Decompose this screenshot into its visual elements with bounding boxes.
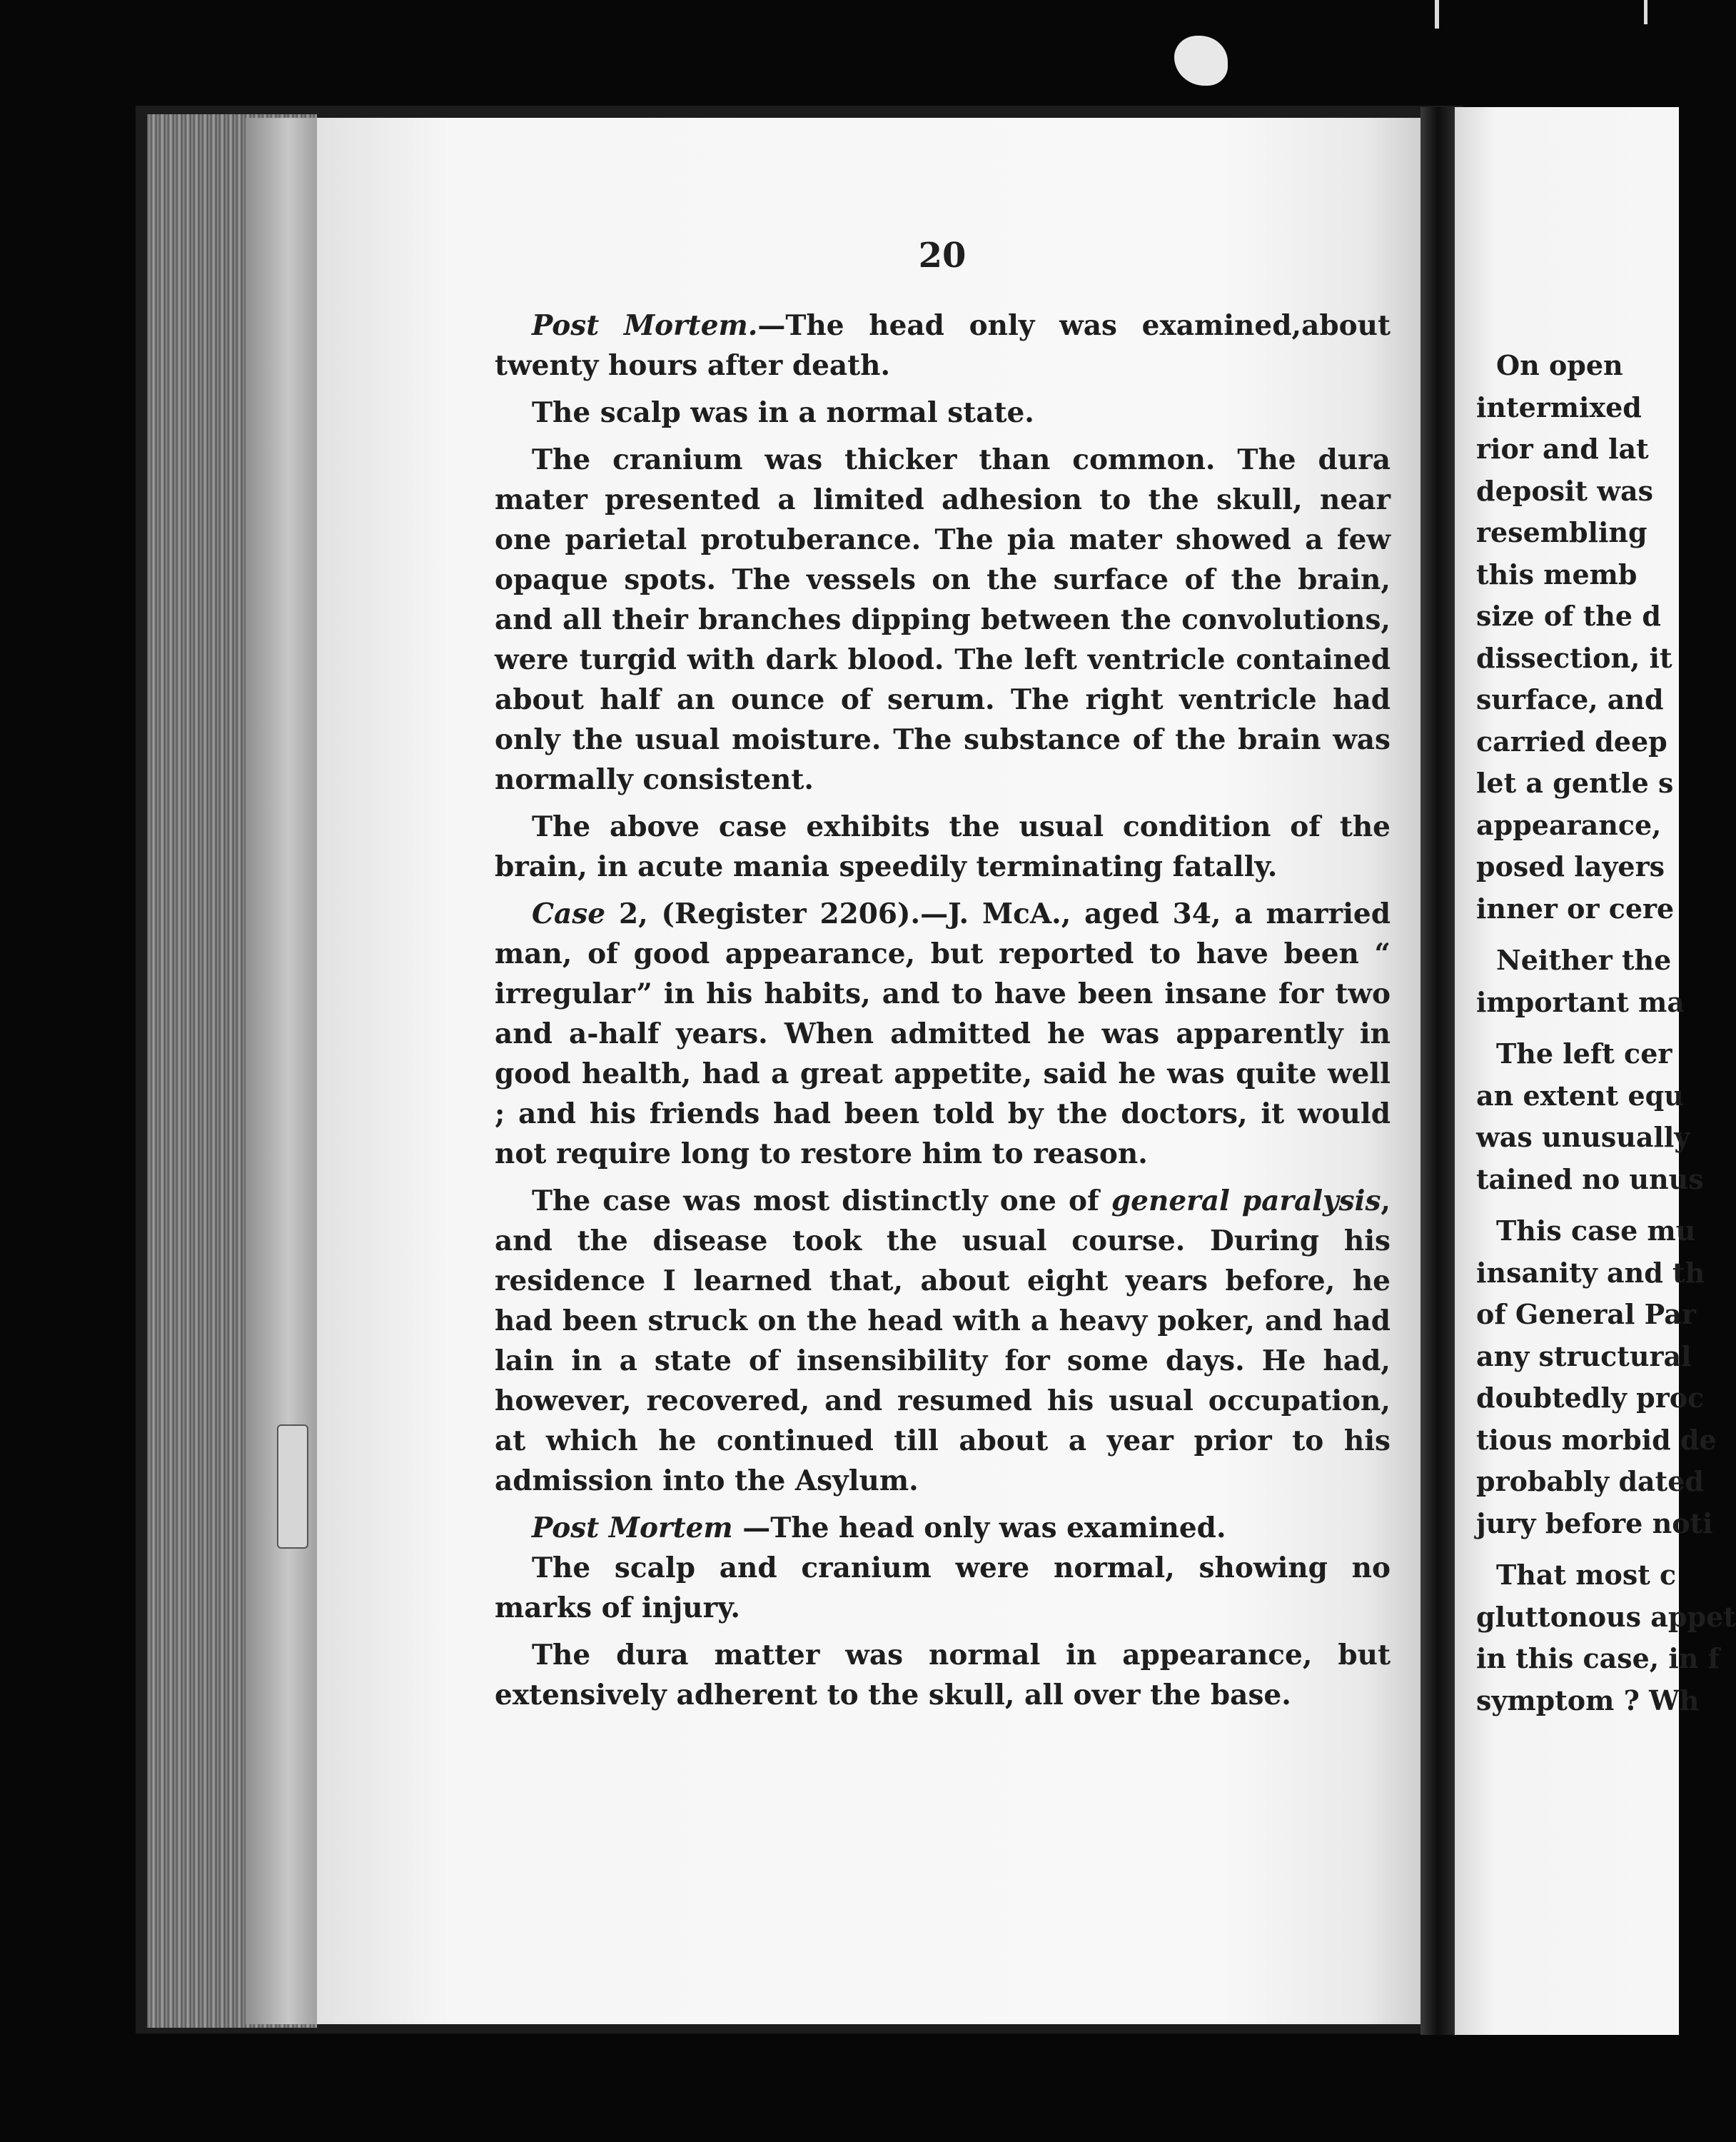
text-line: symptom ? Wh [1476, 1684, 1700, 1716]
run-in-heading: Post Mortem. [532, 309, 758, 342]
text-line: size of the d [1476, 600, 1661, 632]
bookmark-tab [277, 1424, 308, 1549]
text-line: in this case, in f [1476, 1642, 1720, 1674]
text-line: an extent equ [1476, 1079, 1684, 1112]
text-line: gluttonous appet [1476, 1600, 1736, 1633]
text-line: carried deep [1476, 725, 1667, 758]
text-line: any structural [1476, 1339, 1692, 1372]
paragraph-case-2: Case 2, (Register 2206).—J. McA., aged 34, a married man, of good appearance, but reported to have been “ irregular” in his habits, and to have been insane for two and a-half years. When admitted he was apparently in good health, had a great appetite, said he was quite well ; and his friends had been told by the doctors, it would not require long to restore him to reason. [495, 897, 1391, 1170]
book-gutter [1420, 107, 1455, 2035]
text-line: this memb [1476, 558, 1637, 590]
text-line: of General Par [1476, 1298, 1696, 1330]
text-line: rior and lat [1476, 433, 1649, 465]
right-page-text [1476, 345, 1736, 1721]
run-in-heading: Post Mortem [532, 1512, 733, 1544]
text-line: resembling [1476, 516, 1647, 548]
paragraph-post-mortem-2: Post Mortem —The head only was examined. [532, 1512, 1226, 1544]
text-line: important ma [1476, 985, 1685, 1018]
text-line: posed layers [1476, 850, 1665, 883]
text-line: On open [1496, 349, 1623, 381]
text-line: deposit was [1476, 474, 1654, 507]
page-number: 20 [918, 236, 967, 276]
text-line: inner or cere [1476, 892, 1675, 925]
text-line: probably dated [1476, 1465, 1704, 1497]
paragraph-scalp-cranium: The scalp and cranium were normal, showing no marks of injury. [495, 1552, 1391, 1624]
text-line: appearance, [1476, 808, 1662, 841]
paragraph-summary: The above case exhibits the usual condition of the brain, in acute mania speedily terminating fatally. [495, 810, 1391, 883]
text-line: intermixed [1476, 391, 1642, 423]
text-line: This case mu [1496, 1215, 1696, 1247]
emphasis: general paralysis [1111, 1185, 1381, 1217]
scan-mark [1644, 0, 1647, 24]
paragraph-scalp: The scalp was in a normal state. [532, 396, 1034, 429]
paragraph-dura-matter: The dura matter was normal in appearance, but extensively adherent to the skull, all over the base. [495, 1639, 1391, 1711]
text-line: insanity and th [1476, 1256, 1705, 1289]
text-line: jury before noti [1476, 1507, 1713, 1539]
text-line: Neither the [1496, 944, 1672, 976]
paragraph-cranium: The cranium was thicker than common. The dura mater presented a limited adhesion to the skull, near one parietal protuberance. The pia mater showed a few opaque spots. The vessels on the surface of the brain, and all their branches dipping between the convolutions, were turgid with dark blood. The left ventricle contained about half an ounce of serum. The right ventricle had only the usual moisture. The substance of the brain was normally consistent. [495, 443, 1391, 796]
text-line: The left cer [1496, 1037, 1672, 1070]
scan-speck [1174, 36, 1228, 86]
text-line: surface, and [1476, 683, 1664, 715]
text-line: That most c [1496, 1559, 1677, 1591]
text-line: let a gentle s [1476, 767, 1674, 799]
run-in-heading: Case [532, 897, 606, 930]
paragraph-general-paralysis: The case was most distinctly one of general paralysis, and the disease took the usual course. During his residence I learned that, about eight years before, he had been struck on the head with a heavy poker, and had lain in a state of insensibility for some days. He had, however, recovered, and resumed his usual occupation, at which he continued till about a year prior to his admission into the Asylum. [495, 1185, 1391, 1497]
text-line: dissection, it [1476, 641, 1672, 674]
text-line: doubtedly proc [1476, 1382, 1705, 1414]
paragraph-post-mortem-1: Post Mortem.—The head only was examined,about twenty hours after death. [495, 309, 1391, 382]
page-edges-highlight [246, 118, 317, 2024]
scan-mark [1435, 0, 1439, 29]
text-line: tained no unus [1476, 1162, 1704, 1195]
left-page-text [495, 306, 1391, 1722]
text-line: was unusually [1476, 1121, 1690, 1153]
text-line: tious morbid de [1476, 1423, 1717, 1456]
